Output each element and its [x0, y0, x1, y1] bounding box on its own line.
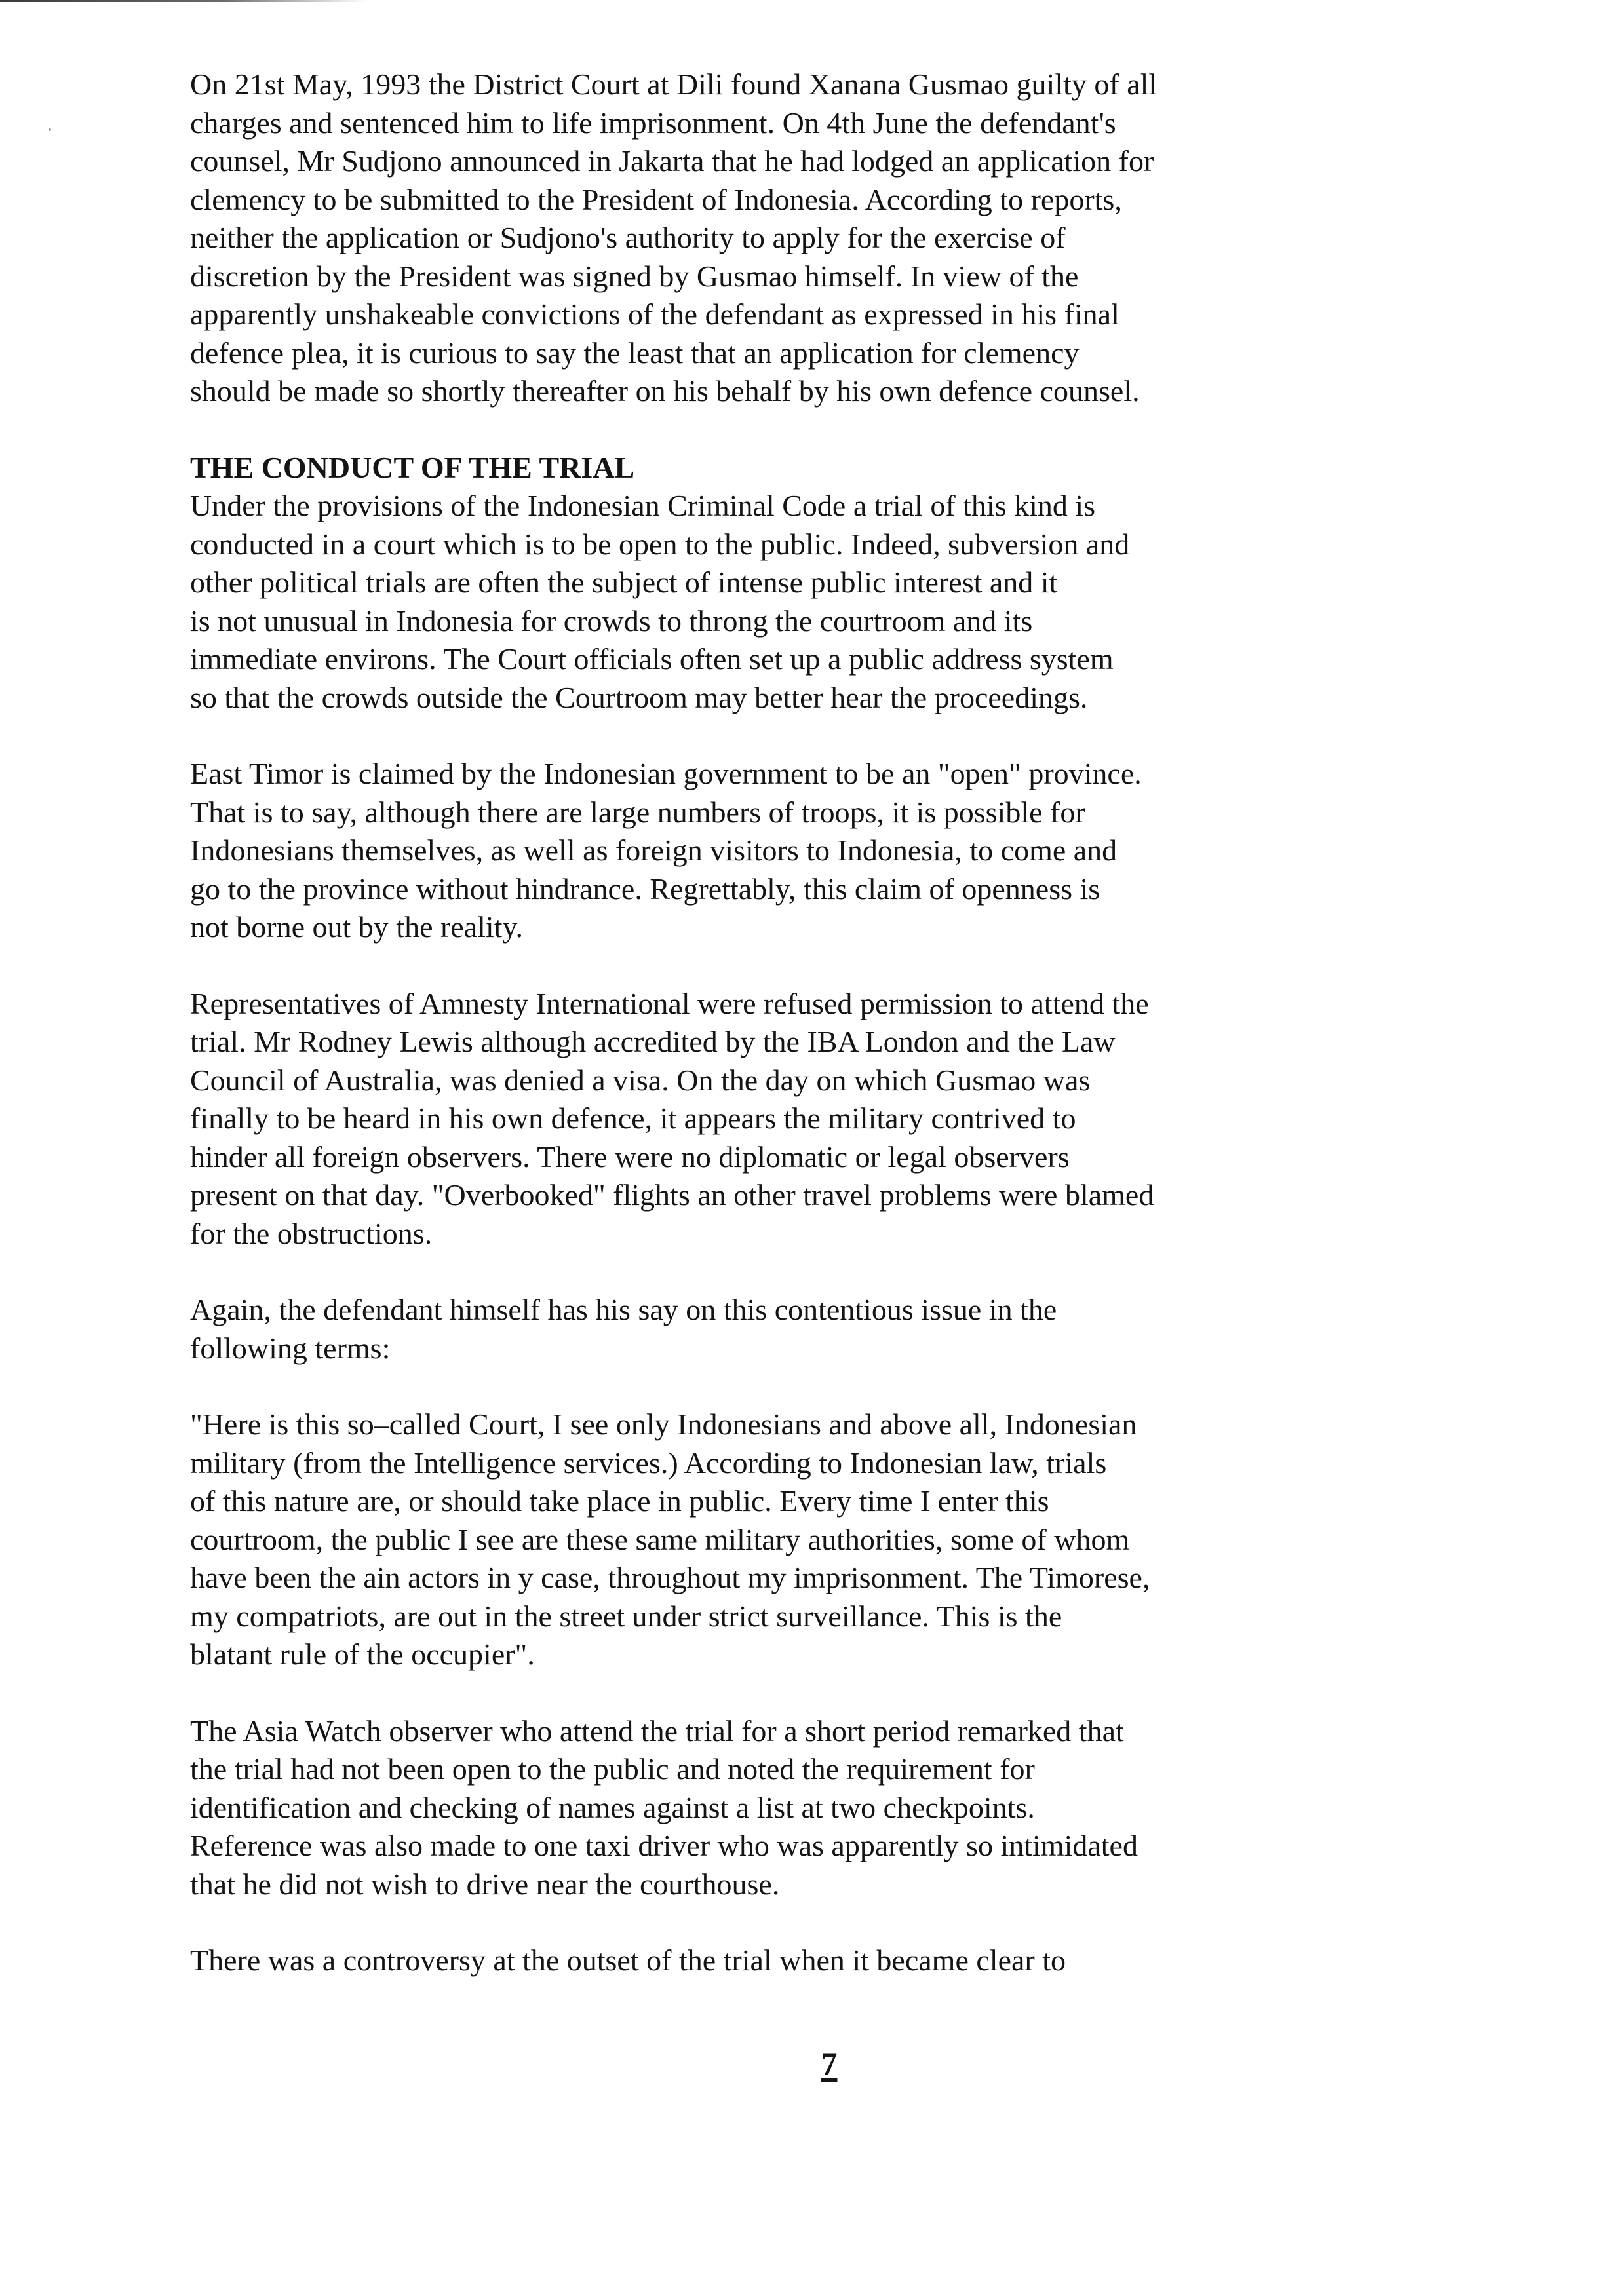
text-line: The Asia Watch observer who attend the trial for a short period remarked that: [190, 1713, 1124, 1748]
text-line: the trial had not been open to the public and noted the requirement for: [190, 1752, 1035, 1786]
text-line: counsel, Mr Sudjono announced in Jakarta that he had lodged an application for: [190, 144, 1154, 178]
text-line: Indonesians themselves, as well as foreign visitors to Indonesia, to come and: [190, 833, 1118, 867]
text-line: immediate environs. The Court officials often set up a public address system: [190, 642, 1114, 676]
text-line: Under the provisions of the Indonesian Criminal Code a trial of this kind is: [190, 489, 1096, 522]
text-line: identification and checking of names against a list at two checkpoints.: [190, 1790, 1035, 1824]
page-number: 7: [821, 2045, 838, 2082]
scan-edge-mark: [0, 0, 367, 2]
text-line: defence plea, it is curious to say the least that an application for clemency: [190, 335, 1080, 370]
text-line: courtroom, the public I see are these same military authorities, some of whom: [190, 1522, 1130, 1556]
text-line: conducted in a court which is to be open to the public. Indeed, subversion and: [190, 527, 1130, 561]
text-line: blatant rule of the occupier".: [190, 1637, 535, 1671]
text-line: That is to say, although there are large numbers of troops, it is possible for: [190, 795, 1085, 829]
text-line: should be made so shortly thereafter on his behalf by his own defence counsel.: [190, 374, 1140, 408]
text-line: military (from the Intelligence services.) According to Indonesian law, trials: [190, 1445, 1107, 1480]
text-line: East Timor is claimed by the Indonesian government to be an "open" province.: [190, 757, 1142, 790]
text-line: finally to be heard in his own defence, it appears the military contrived to: [190, 1101, 1076, 1135]
paragraph-open-province: [190, 755, 1396, 947]
text-line: "Here is this so–called Court, I see only Indonesians and above all, Indonesian: [190, 1407, 1137, 1441]
section-conduct-of-trial: [190, 449, 1396, 718]
paragraph-verdict: [190, 66, 1396, 411]
text-line: neither the application or Sudjono's authority to apply for the exercise of: [190, 221, 1066, 254]
text-line: have been the ain actors in y case, throughout my imprisonment. The Timorese,: [190, 1561, 1150, 1594]
text-line: of this nature are, or should take place in public. Every time I enter this: [190, 1484, 1049, 1518]
text-line: for the obstructions.: [190, 1216, 433, 1250]
text-line: apparently unshakeable convictions of the defendant as expressed in his final: [190, 297, 1119, 331]
paragraph-controversy: [190, 1942, 1396, 1980]
text-line: my compatriots, are out in the street under strict surveillance. This is the: [190, 1599, 1062, 1633]
text-line: is not unusual in Indonesia for crowds to throng the courtroom and its: [190, 603, 1033, 638]
text-line: present on that day. "Overbooked" flights an other travel problems were blamed: [190, 1178, 1154, 1212]
text-line: other political trials are often the subject of intense public interest and it: [190, 565, 1058, 599]
text-line: not borne out by the reality.: [190, 910, 523, 944]
text-line: Representatives of Amnesty International were refused permission to attend the: [190, 986, 1149, 1020]
text-line: Again, the defendant himself has his say on this contentious issue in the: [190, 1293, 1057, 1326]
text-line: charges and sentenced him to life imprisonment. On 4th June the defendant's: [190, 105, 1116, 140]
text-line: that he did not wish to drive near the courthouse.: [190, 1867, 780, 1901]
scan-speck: [49, 128, 51, 131]
text-line: Council of Australia, was denied a visa. On the day on which Gusmao was: [190, 1063, 1091, 1097]
text-line: hinder all foreign observers. There were no diplomatic or legal observers: [190, 1139, 1070, 1174]
section-heading: THE CONDUCT OF THE TRIAL: [190, 450, 635, 484]
text-line: On 21st May, 1993 the District Court at Dili found Xanana Gusmao guilty of all: [190, 67, 1158, 101]
text-line: Reference was also made to one taxi driver who was apparently so intimidated: [190, 1829, 1138, 1862]
document-body: [190, 66, 1396, 2018]
text-line: following terms:: [190, 1331, 391, 1365]
text-line: trial. Mr Rodney Lewis although accredited by the IBA London and the Law: [190, 1025, 1116, 1058]
paragraph-defendant-intro: [190, 1291, 1396, 1368]
text-line: clemency to be submitted to the President of Indonesia. According to reports,: [190, 182, 1122, 216]
paragraph-asia-watch: [190, 1712, 1396, 1904]
text-line: so that the crowds outside the Courtroom may better hear the proceedings.: [190, 680, 1088, 714]
paragraph-quotation: [190, 1406, 1396, 1674]
text-line: discretion by the President was signed by Gusmao himself. In view of the: [190, 259, 1079, 293]
paragraph-observers: [190, 985, 1396, 1253]
text-line: go to the province without hindrance. Regrettably, this claim of openness is: [190, 871, 1100, 906]
text-line: There was a controversy at the outset of the trial when it became clear to: [190, 1943, 1066, 1977]
